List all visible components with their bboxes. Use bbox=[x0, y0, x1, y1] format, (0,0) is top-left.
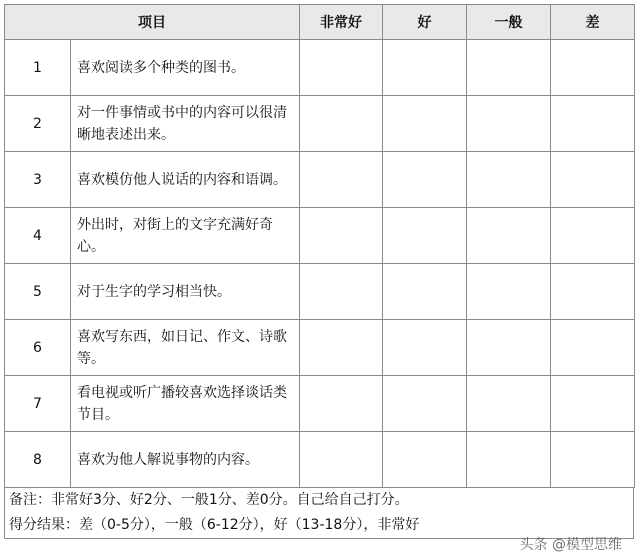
table-header-row bbox=[5, 5, 635, 40]
cell-poor[interactable] bbox=[551, 264, 635, 320]
header-good: 好 bbox=[383, 5, 467, 40]
header-very-good: 非常好 bbox=[300, 5, 383, 40]
cell-poor[interactable] bbox=[551, 208, 635, 264]
cell-average[interactable] bbox=[467, 96, 551, 152]
row-text: 喜欢写东西，如日记、作文、诗歌等。 bbox=[71, 320, 300, 376]
table-row bbox=[5, 376, 635, 432]
row-text: 对一件事情或书中的内容可以很清晰地表述出来。 bbox=[71, 96, 300, 152]
table-row bbox=[5, 432, 635, 488]
header-poor: 差 bbox=[551, 5, 635, 40]
cell-good[interactable] bbox=[383, 96, 467, 152]
table-row bbox=[5, 208, 635, 264]
row-text: 喜欢阅读多个种类的图书。 bbox=[71, 40, 300, 96]
row-text: 对于生字的学习相当快。 bbox=[71, 264, 300, 320]
cell-very-good[interactable] bbox=[300, 320, 383, 376]
cell-good[interactable] bbox=[383, 208, 467, 264]
cell-average[interactable] bbox=[467, 152, 551, 208]
table-row bbox=[5, 96, 635, 152]
cell-good[interactable] bbox=[383, 432, 467, 488]
cell-average[interactable] bbox=[467, 208, 551, 264]
cell-good[interactable] bbox=[383, 40, 467, 96]
cell-very-good[interactable] bbox=[300, 264, 383, 320]
cell-average[interactable] bbox=[467, 320, 551, 376]
cell-very-good[interactable] bbox=[300, 376, 383, 432]
table-row bbox=[5, 40, 635, 96]
cell-average[interactable] bbox=[467, 264, 551, 320]
cell-poor[interactable] bbox=[551, 40, 635, 96]
cell-average[interactable] bbox=[467, 432, 551, 488]
header-average: 一般 bbox=[467, 5, 551, 40]
row-number: 4 bbox=[5, 208, 71, 264]
row-number: 3 bbox=[5, 152, 71, 208]
cell-good[interactable] bbox=[383, 152, 467, 208]
cell-average[interactable] bbox=[467, 376, 551, 432]
assessment-table bbox=[4, 4, 635, 488]
cell-very-good[interactable] bbox=[300, 208, 383, 264]
notes-section bbox=[4, 488, 634, 539]
row-text: 看电视或听广播较喜欢选择谈话类节目。 bbox=[71, 376, 300, 432]
row-number: 8 bbox=[5, 432, 71, 488]
header-item: 项目 bbox=[5, 5, 300, 40]
cell-good[interactable] bbox=[383, 320, 467, 376]
cell-poor[interactable] bbox=[551, 152, 635, 208]
cell-poor[interactable] bbox=[551, 320, 635, 376]
row-text: 喜欢模仿他人说话的内容和语调。 bbox=[71, 152, 300, 208]
row-text: 喜欢为他人解说事物的内容。 bbox=[71, 432, 300, 488]
table-row bbox=[5, 320, 635, 376]
row-number: 2 bbox=[5, 96, 71, 152]
row-number: 1 bbox=[5, 40, 71, 96]
cell-good[interactable] bbox=[383, 264, 467, 320]
table-row bbox=[5, 152, 635, 208]
watermark: 头条 @模型思维 bbox=[519, 537, 622, 553]
cell-poor[interactable] bbox=[551, 96, 635, 152]
cell-poor[interactable] bbox=[551, 376, 635, 432]
cell-good[interactable] bbox=[383, 376, 467, 432]
table-row bbox=[5, 264, 635, 320]
assessment-sheet bbox=[4, 4, 634, 539]
cell-poor[interactable] bbox=[551, 432, 635, 488]
row-number: 5 bbox=[5, 264, 71, 320]
cell-very-good[interactable] bbox=[300, 152, 383, 208]
result-note: 得分结果：差（0-5分），一般（6-12分），好（13-18分），非常好 bbox=[9, 517, 420, 533]
row-number: 7 bbox=[5, 376, 71, 432]
cell-very-good[interactable] bbox=[300, 432, 383, 488]
row-number: 6 bbox=[5, 320, 71, 376]
cell-average[interactable] bbox=[467, 40, 551, 96]
cell-very-good[interactable] bbox=[300, 96, 383, 152]
row-text: 外出时，对街上的文字充满好奇心。 bbox=[71, 208, 300, 264]
remark-note: 备注：非常好3分、好2分、一般1分、差0分。自己给自己打分。 bbox=[9, 492, 409, 508]
cell-very-good[interactable] bbox=[300, 40, 383, 96]
